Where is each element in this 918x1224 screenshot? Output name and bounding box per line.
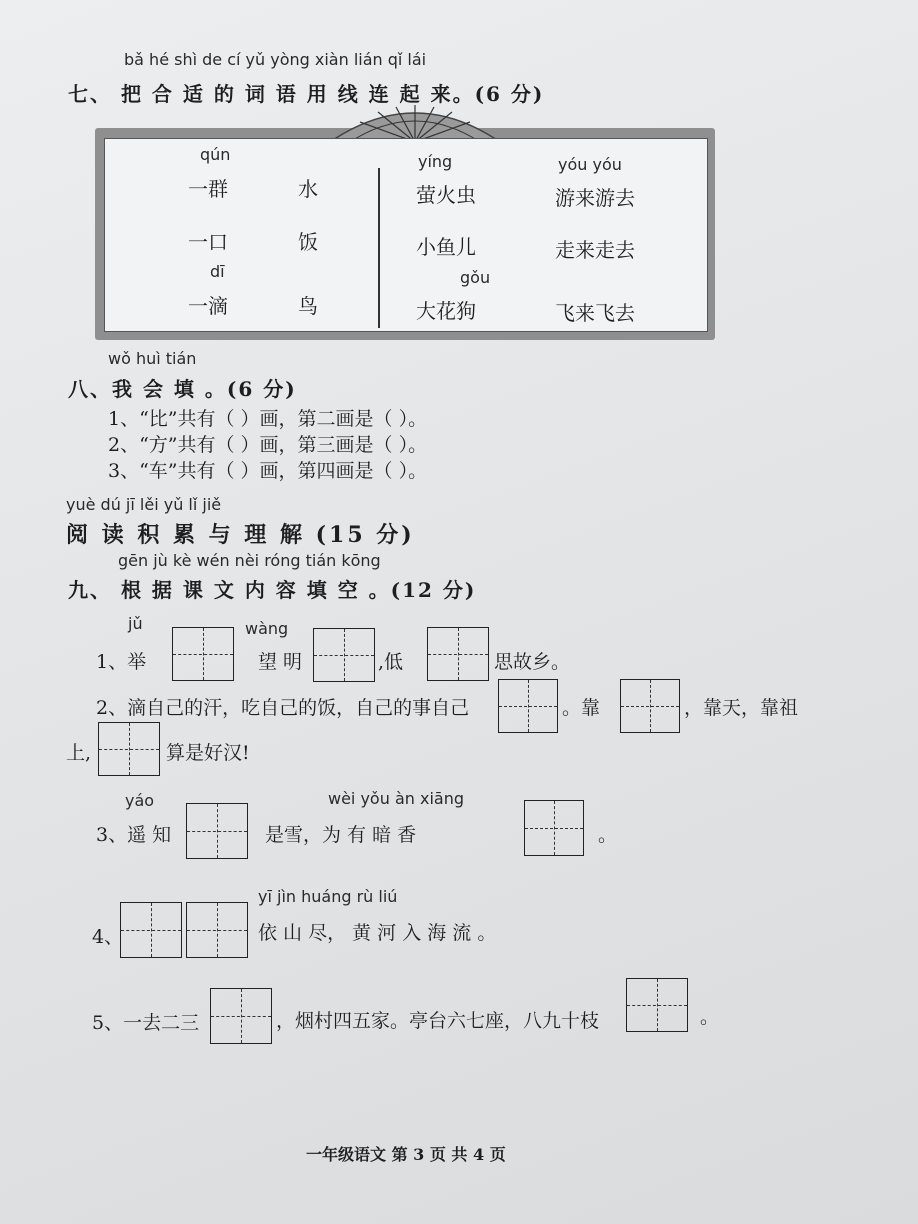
q9-pinyin: gēn jù kè wén nèi róng tián kōng xyxy=(118,551,381,570)
section-title: 阅 读 积 累 与 理 解 (15 分) xyxy=(66,522,415,548)
l1-text-d: 思故乡。 xyxy=(494,651,571,673)
l2-text-c: ，靠天，靠祖 xyxy=(684,697,799,719)
far-word-3: 飞来飞去 xyxy=(555,301,635,325)
l3-text-c: 。 xyxy=(598,824,618,846)
l2-text-b: 。靠 xyxy=(562,697,601,719)
right-word-1: 萤火虫 xyxy=(416,183,476,207)
page-footer: 一年级语文 第 3 页 共 4 页 xyxy=(306,1145,506,1164)
q8-line-1: 1、“比”共有（ ）画，第二画是（ ）。 xyxy=(108,408,428,430)
l5-text-b: ，烟村四五家。亭台六七座，八九十枝 xyxy=(276,1010,600,1032)
answer-box[interactable] xyxy=(620,679,680,733)
answer-box[interactable] xyxy=(120,902,182,958)
q9-title: 九、 根 据 课 文 内 容 填 空 。(12 分) xyxy=(68,578,477,602)
l4-text-b: 依 山 尽， 黄 河 入 海 流 。 xyxy=(258,922,497,944)
l1-text-c: ,低 xyxy=(378,651,404,673)
right-pinyin-3: gǒu xyxy=(460,268,491,287)
l1-pinyin-1: jǔ xyxy=(128,614,143,633)
q7-title: 七、 把 合 适 的 词 语 用 线 连 起 来。(6 分) xyxy=(68,82,545,106)
mid-word-3: 鸟 xyxy=(298,294,318,318)
left-word-1: 一群 xyxy=(188,177,228,201)
left-pinyin-3: dī xyxy=(210,262,225,281)
answer-box[interactable] xyxy=(210,988,272,1044)
answer-box[interactable] xyxy=(626,978,688,1032)
q8-pinyin: wǒ huì tián xyxy=(108,349,197,368)
l1-text-a: 1、举 xyxy=(96,651,147,673)
l1-text-b: 望 明 xyxy=(258,651,303,673)
l3-text-a: 3、遥 知 xyxy=(96,824,172,846)
left-word-3: 一滴 xyxy=(188,294,228,318)
right-word-3: 大花狗 xyxy=(416,299,476,323)
matching-divider xyxy=(378,168,380,328)
right-word-2: 小鱼儿 xyxy=(416,235,476,259)
l5-text-a: 5、一去二三 xyxy=(92,1012,200,1034)
q8-line-3: 3、“车”共有（ ）画，第四画是（ ）。 xyxy=(108,460,428,482)
right-pinyin-1: yíng xyxy=(418,152,453,171)
answer-box[interactable] xyxy=(172,627,234,681)
answer-box[interactable] xyxy=(498,679,558,733)
mid-word-2: 饭 xyxy=(298,230,318,254)
section-pinyin: yuè dú jī lěi yǔ lǐ jiě xyxy=(66,495,222,514)
q8-line-2: 2、“方”共有（ ）画，第三画是（ ）。 xyxy=(108,434,428,456)
fan-ornament-icon xyxy=(330,102,500,142)
l3-text-b: 是雪，为 有 暗 香 xyxy=(265,824,417,846)
far-word-1: 游来游去 xyxy=(555,186,635,210)
l3-pinyin-1: yáo xyxy=(125,791,155,810)
answer-box[interactable] xyxy=(313,628,375,682)
l4-pinyin: yī jìn huáng rù liú xyxy=(258,887,398,906)
left-pinyin-1: qún xyxy=(200,145,231,164)
mid-word-1: 水 xyxy=(298,177,318,201)
far-word-2: 走来走去 xyxy=(555,238,635,262)
l5-text-c: 。 xyxy=(700,1006,720,1028)
l3-pinyin-2: wèi yǒu àn xiāng xyxy=(328,789,464,808)
answer-box[interactable] xyxy=(524,800,584,856)
l1-pinyin-2: wàng xyxy=(245,619,289,638)
answer-box[interactable] xyxy=(98,722,160,776)
q7-pinyin: bǎ hé shì de cí yǔ yòng xiàn lián qǐ lái xyxy=(124,50,427,69)
l4-text-a: 4、 xyxy=(92,926,124,948)
l2-text-d: 上, xyxy=(66,742,92,764)
q8-title: 八、我 会 填 。(6 分) xyxy=(68,377,297,401)
answer-box[interactable] xyxy=(186,803,248,859)
left-word-2: 一口 xyxy=(188,230,228,254)
l2-text-e: 算是好汉! xyxy=(166,742,250,764)
l2-text-a: 2、滴自己的汗，吃自己的饭，自己的事自己 xyxy=(96,697,470,719)
answer-box[interactable] xyxy=(186,902,248,958)
answer-box[interactable] xyxy=(427,627,489,681)
far-pinyin-1: yóu yóu xyxy=(558,155,622,174)
